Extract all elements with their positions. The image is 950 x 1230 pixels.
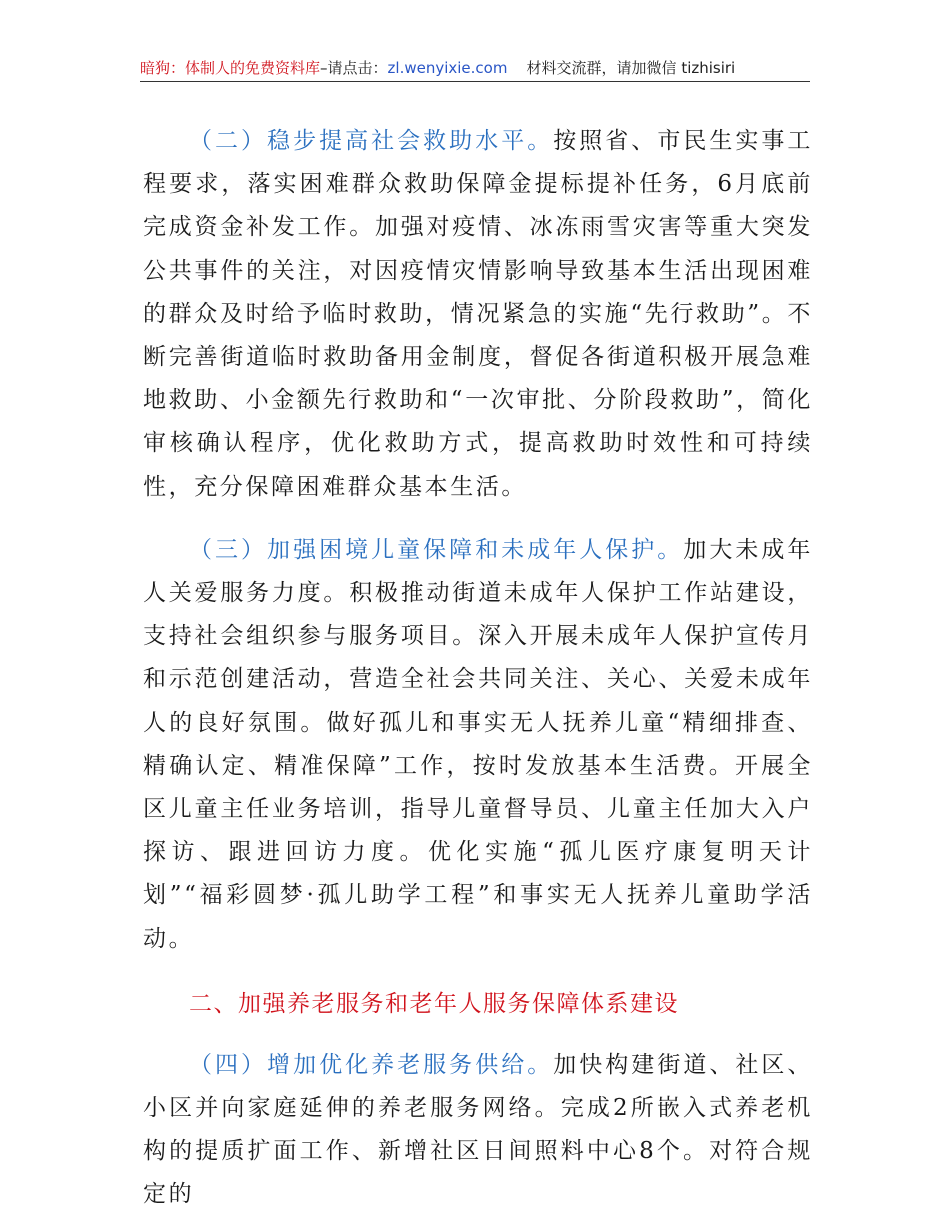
paragraph-text: 加快构建街道、社区、小区并向家庭延伸的养老服务网络。完成2所嵌入式养老机构的提质扩面工作、新增社区日间照料中心8个。对符合规定的 bbox=[143, 1051, 814, 1208]
header-prompt: –请点击： bbox=[320, 59, 388, 77]
section-heading: 二、加强养老服务和老年人服务保障体系建设 bbox=[189, 990, 679, 1017]
paragraph-social-assistance bbox=[143, 120, 813, 509]
header-spacer bbox=[507, 59, 526, 77]
header-url-link[interactable]: zl.wenyixie.com bbox=[387, 59, 508, 77]
paragraph-lead: （四）增加优化养老服务供给。 bbox=[189, 1051, 554, 1078]
paragraph-lead: （三）加强困境儿童保障和未成年人保护。 bbox=[189, 536, 684, 563]
document-body bbox=[143, 120, 813, 1217]
header-contact: 材料交流群，请加微信 tizhisiri bbox=[526, 59, 736, 77]
paragraph-text: 加大未成年人关爱服务力度。积极推动街道未成年人保护工作站建设，支持社会组织参与服务项目。深入开展未成年人保护宣传月和示范创建活动，营造全社会共同关注、关心、关爱未成年人的良好氛围。做好孤儿和事实无人抚养儿童“精细排查、精确认定、精准保障”工作，按时发放基本生活费。开展全区儿童主任业务培训，指导儿童督导员、儿童主任加大入户探访、跟进回访力度。优化实施“孤儿医疗康复明天计划”“福彩圆梦·孤儿助学工程”和事实无人抚养儿童助学活动。 bbox=[143, 536, 813, 952]
paragraph-lead: （二）稳步提高社会救助水平。 bbox=[189, 128, 554, 154]
page-header bbox=[140, 55, 810, 81]
paragraph-text: 按照省、市民生实事工程要求，落实困难群众救助保障金提标提补任务，6月底前完成资金补发工作。加强对疫情、冰冻雨雪灾害等重大突发公共事件的关注，对因疫情灾情影响导致基本生活出现困难的群众及时给予临时救助，情况紧急的实施“先行救助”。不断完善街道临时救助备用金制度，督促各街道积极开展急难地救助、小金额先行救助和“一次审批、分阶段救助”，简化审核确认程序，优化救助方式，提高救助时效性和可持续性，充分保障困难群众基本生活。 bbox=[143, 128, 814, 500]
header-divider bbox=[140, 81, 810, 82]
header-brand: 暗狗：体制人的免费资料库 bbox=[140, 59, 321, 77]
paragraph-child-protection bbox=[143, 529, 813, 961]
paragraph-elderly-services bbox=[143, 1044, 813, 1217]
